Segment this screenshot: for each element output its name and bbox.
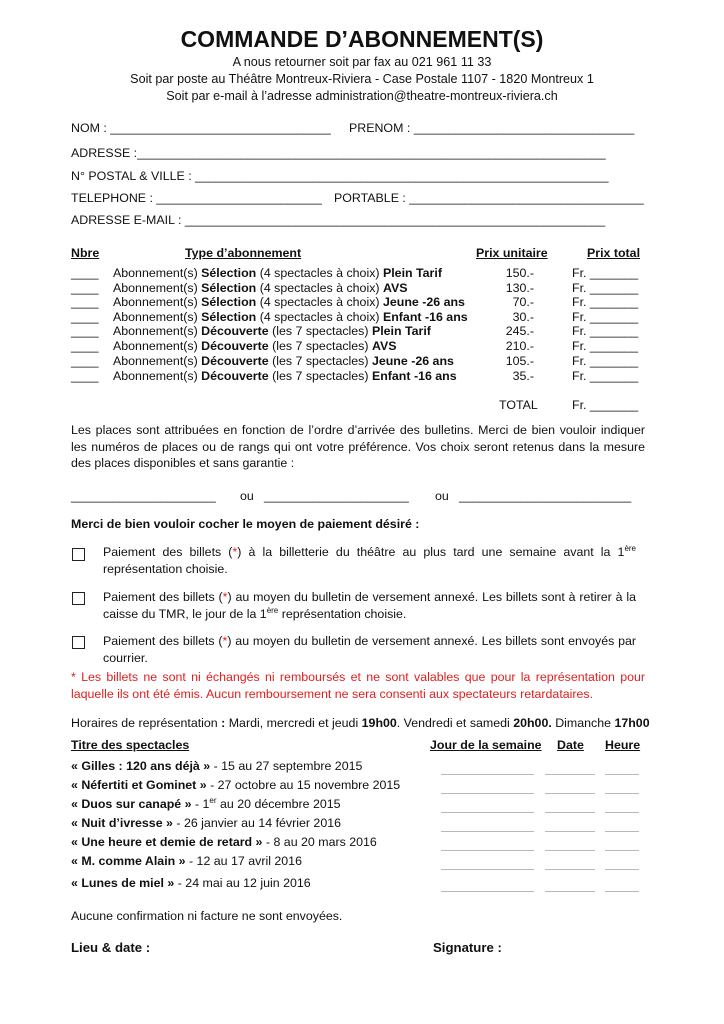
telephone-field[interactable]: TELEPHONE : ________________________ [71,191,322,205]
place-choice-3[interactable]: _________________________ [459,489,632,503]
date-input[interactable] [545,891,595,892]
line-total-field[interactable]: Fr. _______ [572,354,639,368]
show-item: « M. comme Alain » - 12 au 17 avril 2016 [71,854,302,868]
quantity-field[interactable]: ____ [71,266,99,280]
portable-field[interactable]: PORTABLE : __________________________________ [334,191,644,205]
col-time-header: Heure [605,738,641,752]
subscription-type: Abonnement(s) Sélection (4 spectacles à choix) Plein Tarif [113,266,442,280]
payment-option-3-text: Paiement des billets (*) au moyen du bulletin de versement annexé. Les billets sont envoyés par courrier. [103,634,636,665]
payment-option-3-checkbox[interactable] [72,636,85,649]
date-input[interactable] [545,774,595,775]
col-unit-price-header: Prix unitaire [476,246,548,260]
quantity-field[interactable]: ____ [71,295,99,309]
line-total-field[interactable]: Fr. _______ [572,310,639,324]
quantity-field[interactable]: ____ [71,339,99,353]
time-input[interactable] [605,891,639,892]
subscription-type: Abonnement(s) Découverte (les 7 spectacles) Jeune -26 ans [113,354,454,368]
time-input[interactable] [605,793,639,794]
place-choice-2[interactable]: _____________________ [264,489,409,503]
col-date-header: Date [557,738,584,752]
unit-price: 210.- [505,339,534,353]
weekday-input[interactable] [441,891,534,892]
time-input[interactable] [605,812,639,813]
nom-field[interactable]: NOM : ________________________________ [71,121,331,135]
quantity-field[interactable]: ____ [71,369,99,383]
unit-price: 105.- [505,354,534,368]
show-item: « Gilles : 120 ans déjà » - 15 au 27 septembre 2015 [71,759,363,773]
schedule-line: Horaires de représentation : Mardi, mercredi et jeudi 19h00. Vendredi et samedi 20h00. Dimanche 17h00 [71,716,650,730]
date-input[interactable] [545,812,595,813]
page-title: COMMANDE D’ABONNEMENT(S) [180,26,544,52]
col-weekday-header: Jour de la semaine [430,738,542,752]
payment-option-2-text: Paiement des billets (*) au moyen du bulletin de versement annexé. Les billets sont à retirer à la caisse du TMR, le jour de la 1ère représentation choisie. [103,590,636,621]
date-input[interactable] [545,793,595,794]
weekday-input[interactable] [441,774,534,775]
unit-price: 130.- [505,281,534,295]
unit-price: 35.- [512,369,534,383]
email-line: Soit par e-mail à l’adresse administration@theatre-montreux-riviera.ch [166,89,558,103]
payment-option-1-text: Paiement des billets (*) à la billetterie du théâtre au plus tard une semaine avant la 1ère représentation choisie. [103,543,636,576]
subscription-type: Abonnement(s) Sélection (4 spectacles à choix) AVS [113,281,408,295]
weekday-input[interactable] [441,850,534,851]
quantity-field[interactable]: ____ [71,310,99,324]
show-item: « Néfertiti et Gominet » - 27 octobre au 15 novembre 2015 [71,778,401,792]
col-show-title-header: Titre des spectacles [71,738,190,752]
places-paragraph: Les places sont attribuées en fonction de l’ordre d’arrivée des bulletins. Merci de bien vouloir indiquer les numéros de places ou de rangs qui ont votre préférence. Vos choix seront retenus dans la mesure des places disponibles et sans garantie : [71,423,645,470]
quantity-field[interactable]: ____ [71,281,99,295]
line-total-field[interactable]: Fr. _______ [572,266,639,280]
col-nbre-header: Nbre [71,246,100,260]
unit-price: 150.- [505,266,534,280]
post-line: Soit par poste au Théâtre Montreux-Riviera - Case Postale 1107 - 1820 Montreux 1 [130,72,594,86]
payment-title: Merci de bien vouloir cocher le moyen de paiement désiré : [71,517,420,531]
fax-line: A nous retourner soit par fax au 021 961 11 33 [232,55,492,69]
time-input[interactable] [605,831,639,832]
payment-option-1-checkbox[interactable] [72,548,85,561]
col-total-price-header: Prix total [587,246,641,260]
subscription-type: Abonnement(s) Découverte (les 7 spectacles) Plein Tarif [113,324,431,338]
time-input[interactable] [605,869,639,870]
line-total-field[interactable]: Fr. _______ [572,295,639,309]
email-field[interactable]: ADRESSE E-MAIL : _____________________________________________________________ [71,213,606,227]
col-type-header: Type d’abonnement [185,246,302,260]
adresse-field[interactable]: ADRESSE :____________________________________________________________________ [71,146,606,160]
line-total-field[interactable]: Fr. _______ [572,369,639,383]
date-input[interactable] [545,850,595,851]
place-choice-1[interactable]: _____________________ [71,489,216,503]
date-input[interactable] [545,869,595,870]
total-label: TOTAL [499,398,538,412]
or-label-2: ou [435,489,449,503]
line-total-field[interactable]: Fr. _______ [572,339,639,353]
weekday-input[interactable] [441,812,534,813]
unit-price: 30.- [512,310,534,324]
show-item: « Une heure et demie de retard » - 8 au 20 mars 2016 [71,835,377,849]
unit-price: 245.- [505,324,534,338]
time-input[interactable] [605,774,639,775]
line-total-field[interactable]: Fr. _______ [572,281,639,295]
refund-notice: * Les billets ne sont ni échangés ni remboursés et ne sont valables que pour la représentation pour laquelle ils ont été émis. Aucun remboursement ne sera consenti aux spectateurs retardataires. [71,670,645,701]
postal-city-field[interactable]: N° POSTAL & VILLE : ____________________________________________________________ [71,169,609,183]
unit-price: 70.- [512,295,534,309]
weekday-input[interactable] [441,831,534,832]
payment-option-2-checkbox[interactable] [72,592,85,605]
or-label-1: ou [240,489,254,503]
weekday-input[interactable] [441,793,534,794]
signature-label: Signature : [433,940,502,955]
show-item: « Lunes de miel » - 24 mai au 12 juin 2016 [71,876,311,890]
prenom-field[interactable]: PRENOM : ________________________________ [349,121,635,135]
time-input[interactable] [605,850,639,851]
date-input[interactable] [545,831,595,832]
total-amount-field[interactable]: Fr. _______ [572,398,639,412]
show-item: « Nuit d’ivresse » - 26 janvier au 14 février 2016 [71,816,341,830]
show-item: « Duos sur canapé » - 1er au 20 décembre 2015 [71,795,341,811]
quantity-field[interactable]: ____ [71,324,99,338]
subscription-type: Abonnement(s) Découverte (les 7 spectacles) Enfant -16 ans [113,369,457,383]
no-confirmation-note: Aucune confirmation ni facture ne sont envoyées. [71,909,343,923]
weekday-input[interactable] [441,869,534,870]
subscription-type: Abonnement(s) Sélection (4 spectacles à choix) Jeune -26 ans [113,295,465,309]
subscription-type: Abonnement(s) Sélection (4 spectacles à choix) Enfant -16 ans [113,310,468,324]
place-date-label: Lieu & date : [71,940,151,955]
quantity-field[interactable]: ____ [71,354,99,368]
subscription-type: Abonnement(s) Découverte (les 7 spectacles) AVS [113,339,397,353]
line-total-field[interactable]: Fr. _______ [572,324,639,338]
